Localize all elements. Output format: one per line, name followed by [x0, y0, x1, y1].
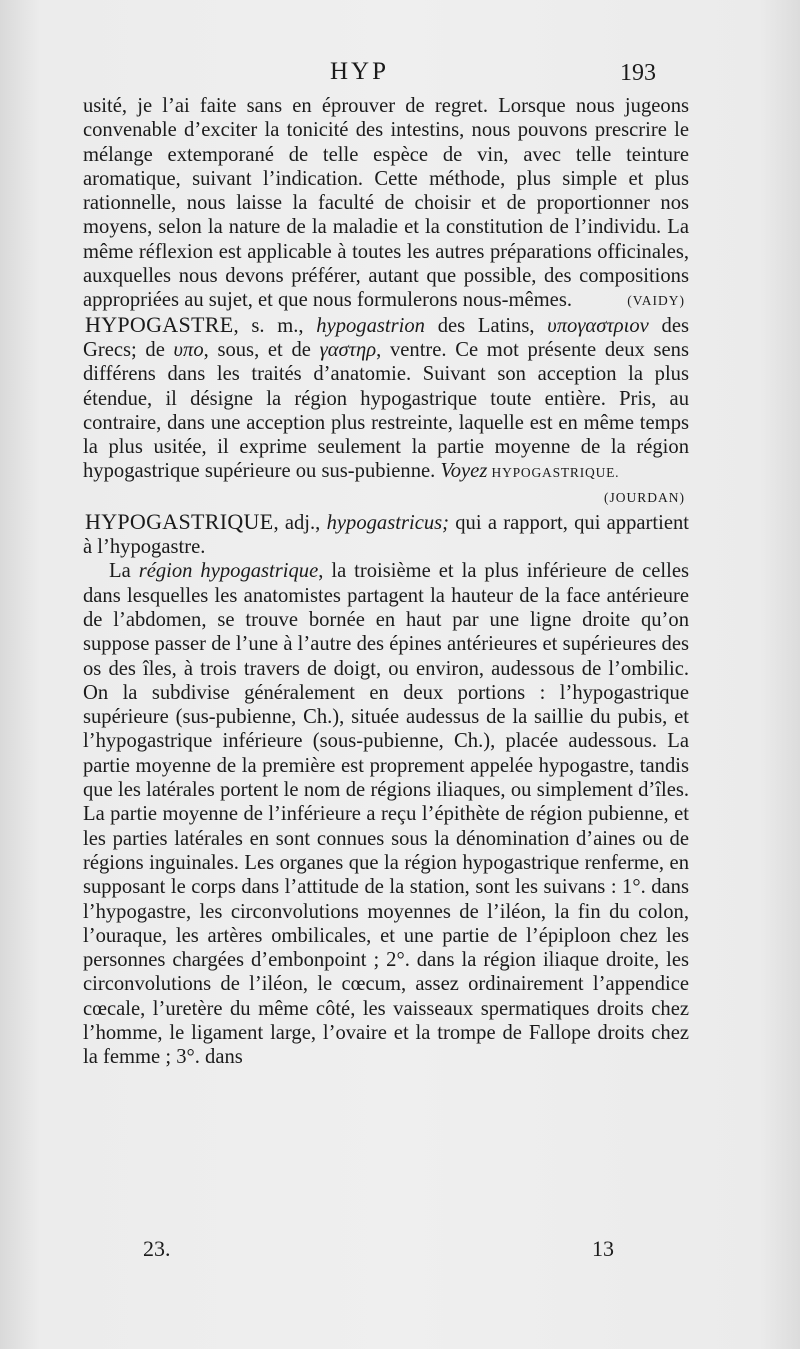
italic-term: région hypogastrique — [138, 560, 319, 583]
paragraph-region-hypogastrique — [83, 559, 689, 1069]
headword-hypogastre: HYPOGASTRE — [85, 311, 234, 337]
grammar-label: , s. m., — [233, 314, 317, 337]
entry-text: , ventre. Ce mot présente deux sens différens dans les traités d’anatomie. Suivant son acception la plus étendue, il désigne la région hypogastrique toute entière. Pris, au contraire, dans une acception plus restreinte, laquelle est en même temps la plus usitée, il exprime seulement la partie moyenne de la région hypogastrique supérieure ou sus-pubienne. — [83, 338, 689, 483]
entry-hypogastrique — [83, 510, 689, 560]
entry-text: des Grecs; de — [83, 314, 689, 361]
entry-text: qui a rapport, qui appartient à l’hypogastre. — [83, 511, 690, 559]
entry-hypogastre — [83, 313, 689, 486]
voyez-label: Voyez — [440, 460, 488, 483]
page-footer — [0, 1236, 800, 1266]
paragraph-continuation — [83, 94, 689, 313]
headword-hypogastrique: HYPOGASTRIQUE — [85, 508, 274, 534]
grammar-label: , adj., — [273, 511, 327, 534]
paragraph-text: La — [109, 560, 139, 583]
entry-text: , sous, et de — [203, 338, 320, 361]
greek-term: γαστηρ — [319, 338, 377, 361]
paragraph-text: , la troisième et la plus inférieure de celles dans lesquelles les anatomistes partagent la hauteur de la face antérieure de l’abdomen, se trouve bornée en haut par une ligne droite qu’on suppose passer de l’une à l’autre des épines antérieures et supérieures des os des îles, à trois travers de doigt, ou environ, audessous de l’ombilic. On la subdivise généralement en deux portions : l’hypogastrique supérieure (sus-pubienne, Ch.), située audessus de la saillie du pubis, et l’hypogastrique inférieure (sous-pubienne, Ch.), placée audessous. La partie moyenne de la première est proprement appelée hypogastre, tandis que les latérales portent le nom de régions iliaques, ou simplement d’îles. La partie moyenne de l’inférieure a reçu l’épithète de région pubienne, et les parties latérales en sont connues sous la dénomination d’aines ou de régions inguinales. Les organes que la région hypogastrique renferme, en supposant le corps dans l’attitude de la station, sont les suivans : 1°. dans l’hypogastre, les circonvolutions moyennes de l’iléon, la fin du colon, l’ouraque, les artères ombilicales, et une partie de l’épiploon chez les personnes chargées d’embonpoint ; 2°. dans la région iliaque droite, les circonvolutions de l’iléon, le cœcum, assez ordinairement l’appendice cœcale, l’uretère du même côté, les vaisseaux spermatiques droits chez l’homme, le ligament large, l’ovaire et la trompe de Fallope droits chez la femme ; 3°. dans — [83, 560, 689, 1069]
author-signature-vaidy: (VAIDY) — [627, 292, 685, 308]
cross-reference: HYPOGASTRIQUE. — [487, 465, 620, 481]
page-number: 193 — [620, 60, 656, 86]
running-title: HYP — [330, 58, 390, 85]
paragraph-text: usité, je l’ai faite sans en éprouver de regret. Lorsque nous jugeons convenable d’exciter la tonicité des intestins, nous pouvons prescrire le mélange extemporané de telle espèce de vin, avec telle teinture aromatique, suivant l’indication. Cette méthode, plus simple et plus rationnelle, nous laisse la faculté de choisir et de proportionner nos moyens, selon la nature de la maladie et la constitution de l’individu. La même réflexion est applicable à toutes les autres préparations officinales, auxquelles nous devons préférer, autant que possible, des compositions appropriées au sujet, et que nous formulerons nous-mêmes. — [83, 95, 689, 312]
latin-term: hypogastrion — [316, 314, 425, 337]
printer-signature-left: 23. — [143, 1236, 171, 1261]
author-signature-jourdan: (JOURDAN) — [604, 489, 685, 505]
entry-text: des Latins, — [424, 314, 548, 337]
latin-term: hypogastricus; — [326, 511, 449, 534]
greek-term: υπο — [173, 338, 204, 361]
printer-signature-right: 13 — [592, 1236, 614, 1261]
running-head — [0, 58, 800, 92]
greek-term: υπογαστριον — [547, 314, 649, 337]
body-text — [83, 94, 689, 1070]
